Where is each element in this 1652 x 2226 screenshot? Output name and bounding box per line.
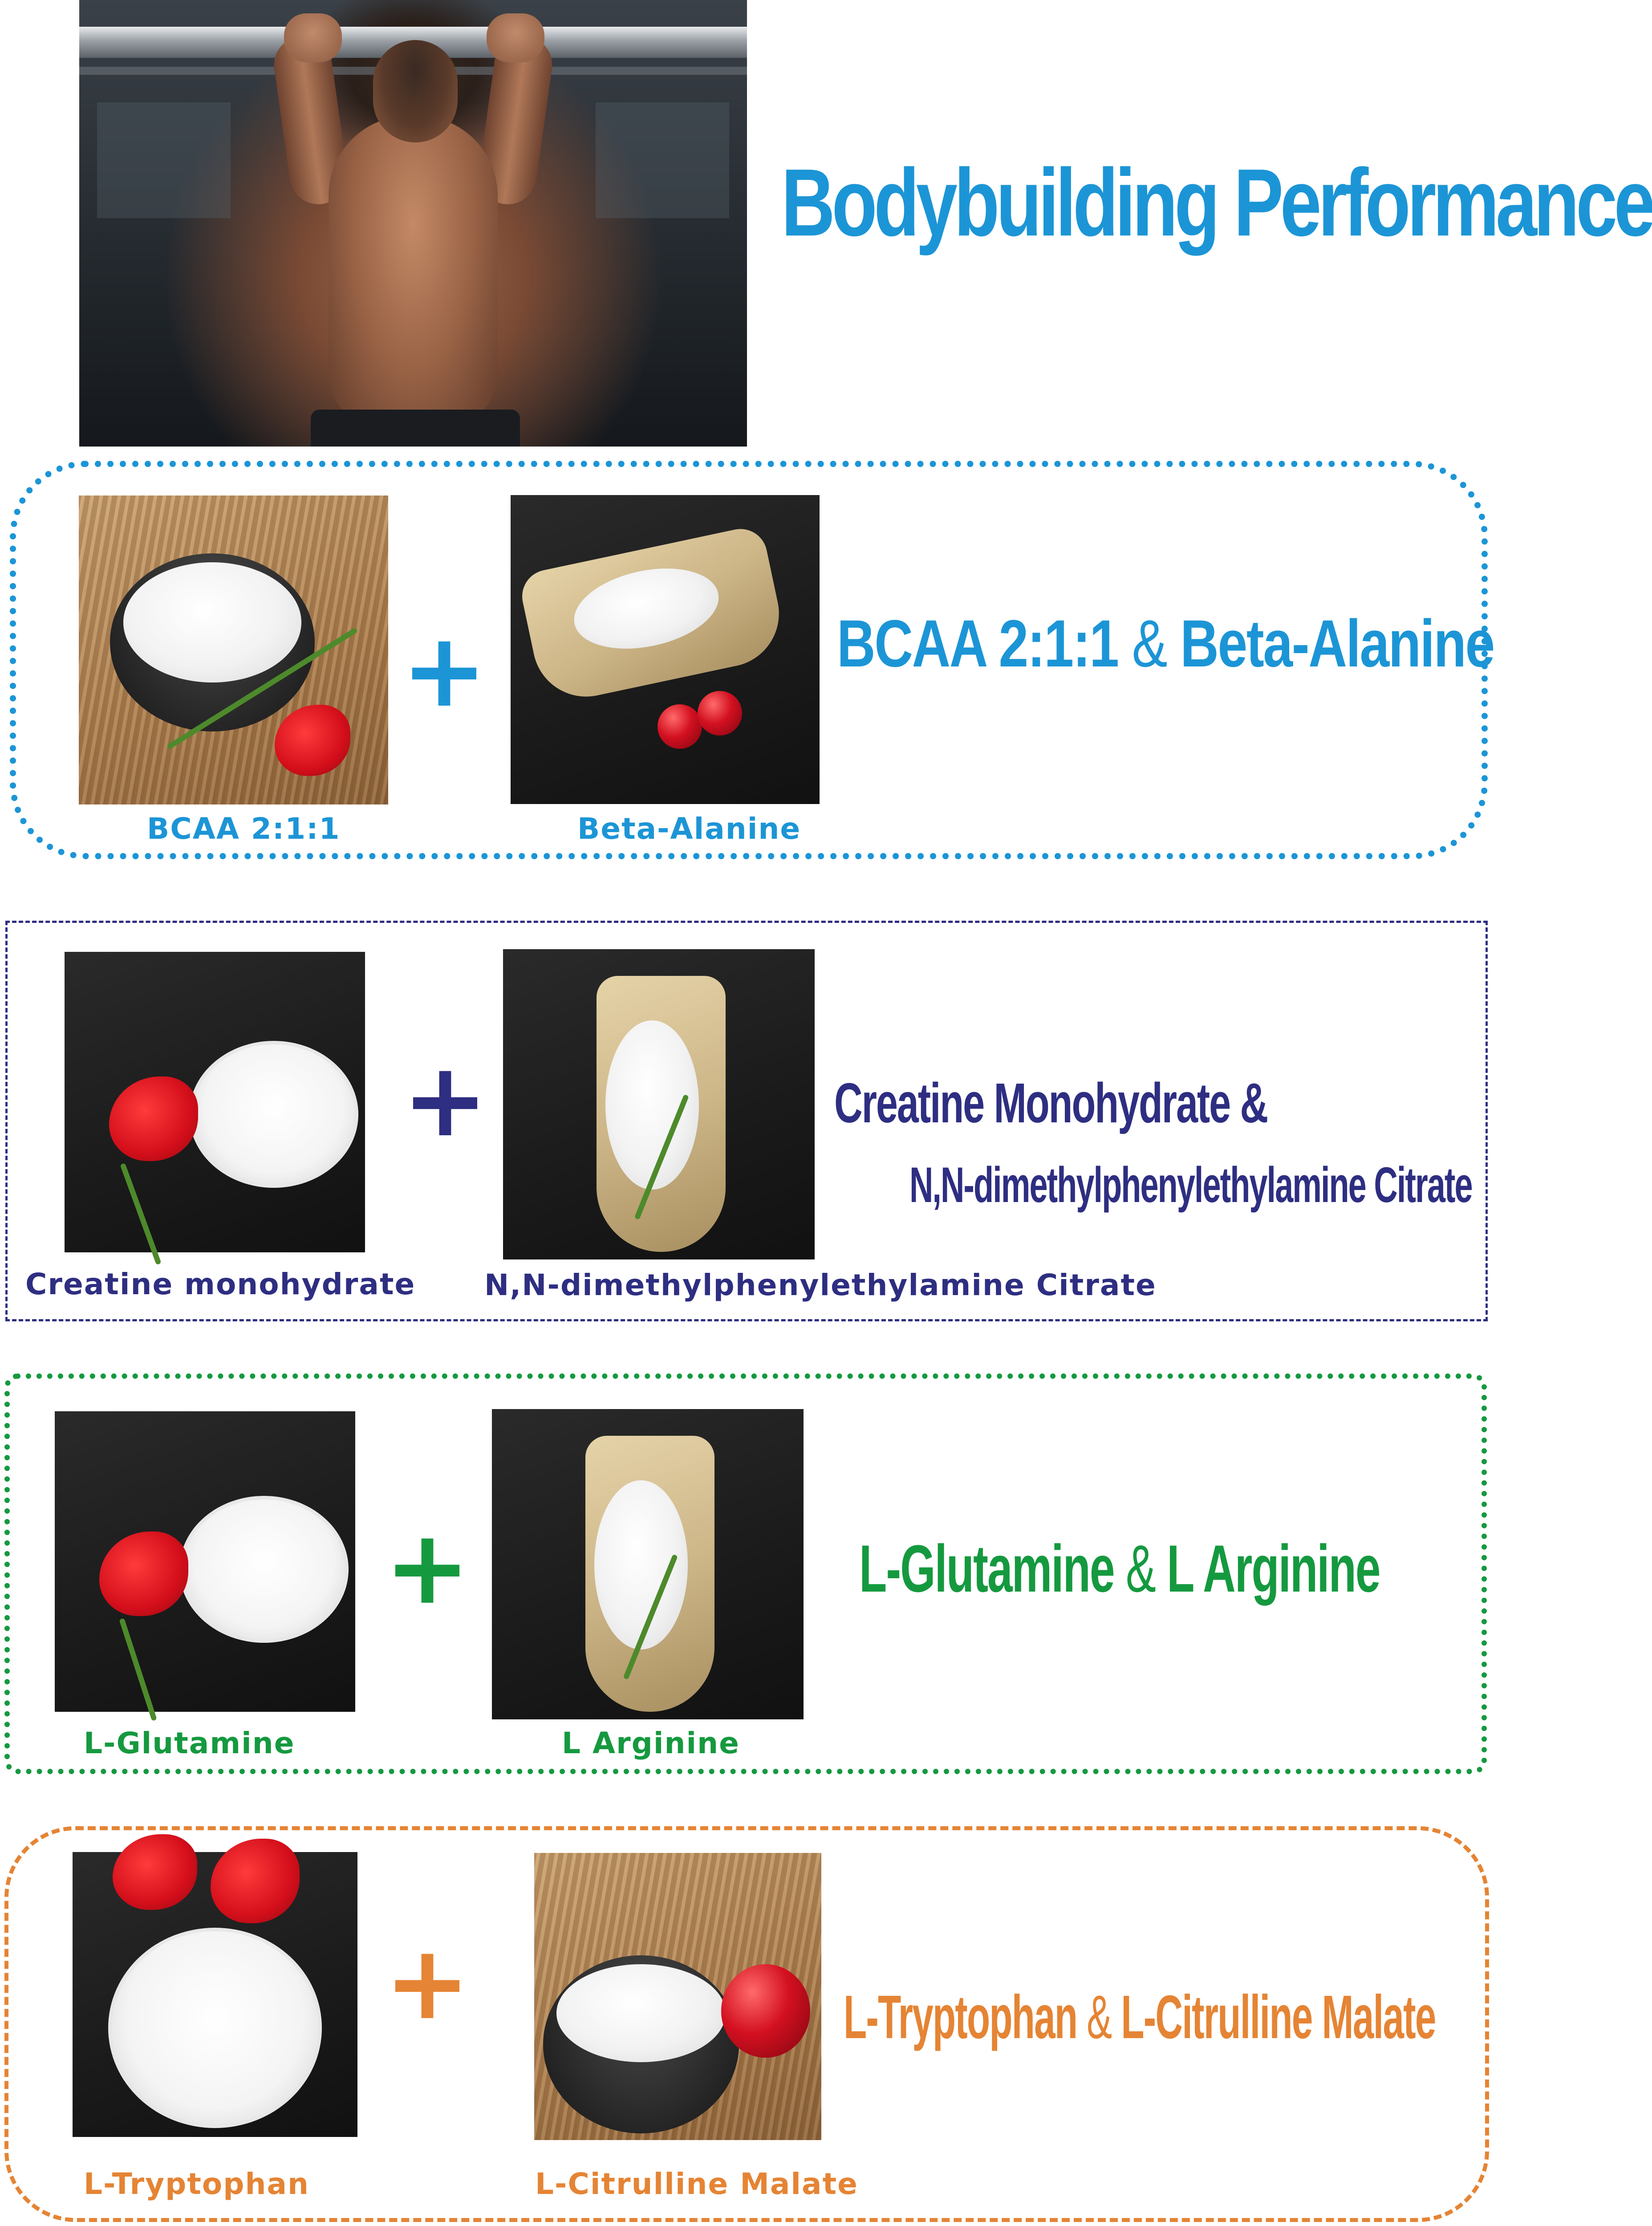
glass-dish (189, 1041, 358, 1188)
glass-dish (179, 1496, 349, 1643)
caption-tryptophan: L-Tryptophan (84, 2167, 309, 2201)
caption-bcaa: BCAA 2:1:1 (147, 812, 341, 846)
page-title: Bodybuilding Performance (781, 149, 1652, 256)
caption-glutamine: L-Glutamine (84, 1726, 295, 1760)
white-powder (123, 562, 301, 682)
caption-beta-alanine: Beta-Alanine (577, 812, 801, 846)
red-ball (721, 1964, 810, 2058)
heading-right: L-Citrulline Malate (1121, 1983, 1436, 2051)
white-powder (556, 1964, 726, 2062)
red-petal (99, 1531, 188, 1616)
red-cherry (658, 704, 702, 749)
caption-creatine: Creatine monohydrate (25, 1267, 416, 1301)
red-flower (275, 705, 350, 776)
product-photo-dmpea (503, 949, 815, 1259)
head (373, 40, 458, 142)
plus-sign: + (401, 611, 487, 730)
right-hand (487, 13, 544, 62)
muscular-back (329, 116, 498, 427)
heading-left: L-Tryptophan (844, 1983, 1077, 2051)
plus-sign: + (384, 1924, 471, 2043)
green-stem (119, 1618, 157, 1721)
section-heading (844, 1983, 1436, 2051)
glass-dish (108, 1928, 322, 2128)
ampersand: & (1087, 1983, 1112, 2051)
red-petal (109, 1076, 198, 1161)
product-photo-citrulline (534, 1853, 821, 2140)
section-heading-line-2: N,N-dimethylphenylethylamine Citrate (909, 1157, 1472, 1213)
background-window (97, 102, 231, 218)
section-heading (859, 1531, 1380, 1606)
heading-right: L Arginine (1167, 1531, 1380, 1606)
plus-sign: + (384, 1508, 471, 1627)
product-photo-glutamine (55, 1411, 355, 1712)
hero-image (79, 0, 747, 447)
section-heading-line-1: Creatine Monohydrate & (834, 1072, 1268, 1134)
caption-citrulline: L-Citrulline Malate (535, 2167, 858, 2201)
heading-left: BCAA 2:1:1 (837, 606, 1118, 681)
heading-right: Beta-Alanine (1180, 606, 1494, 681)
ampersand: & (1132, 606, 1167, 681)
product-photo-beta-alanine (511, 495, 820, 804)
product-photo-tryptophan (73, 1852, 357, 2137)
background-window (596, 102, 729, 218)
ampersand: & (1125, 1531, 1155, 1606)
section-heading (837, 606, 1494, 681)
plus-sign: + (402, 1041, 488, 1160)
left-hand (284, 13, 342, 62)
heading-left: L-Glutamine (859, 1531, 1114, 1606)
product-photo-creatine (65, 952, 365, 1252)
shorts (311, 410, 520, 447)
product-photo-arginine (492, 1409, 804, 1719)
red-cherry (698, 691, 742, 735)
caption-dmpea: N,N-dimethylphenylethylamine Citrate (484, 1268, 1157, 1302)
product-photo-bcaa (79, 496, 388, 804)
caption-arginine: L Arginine (562, 1726, 740, 1760)
green-stem (120, 1163, 161, 1265)
